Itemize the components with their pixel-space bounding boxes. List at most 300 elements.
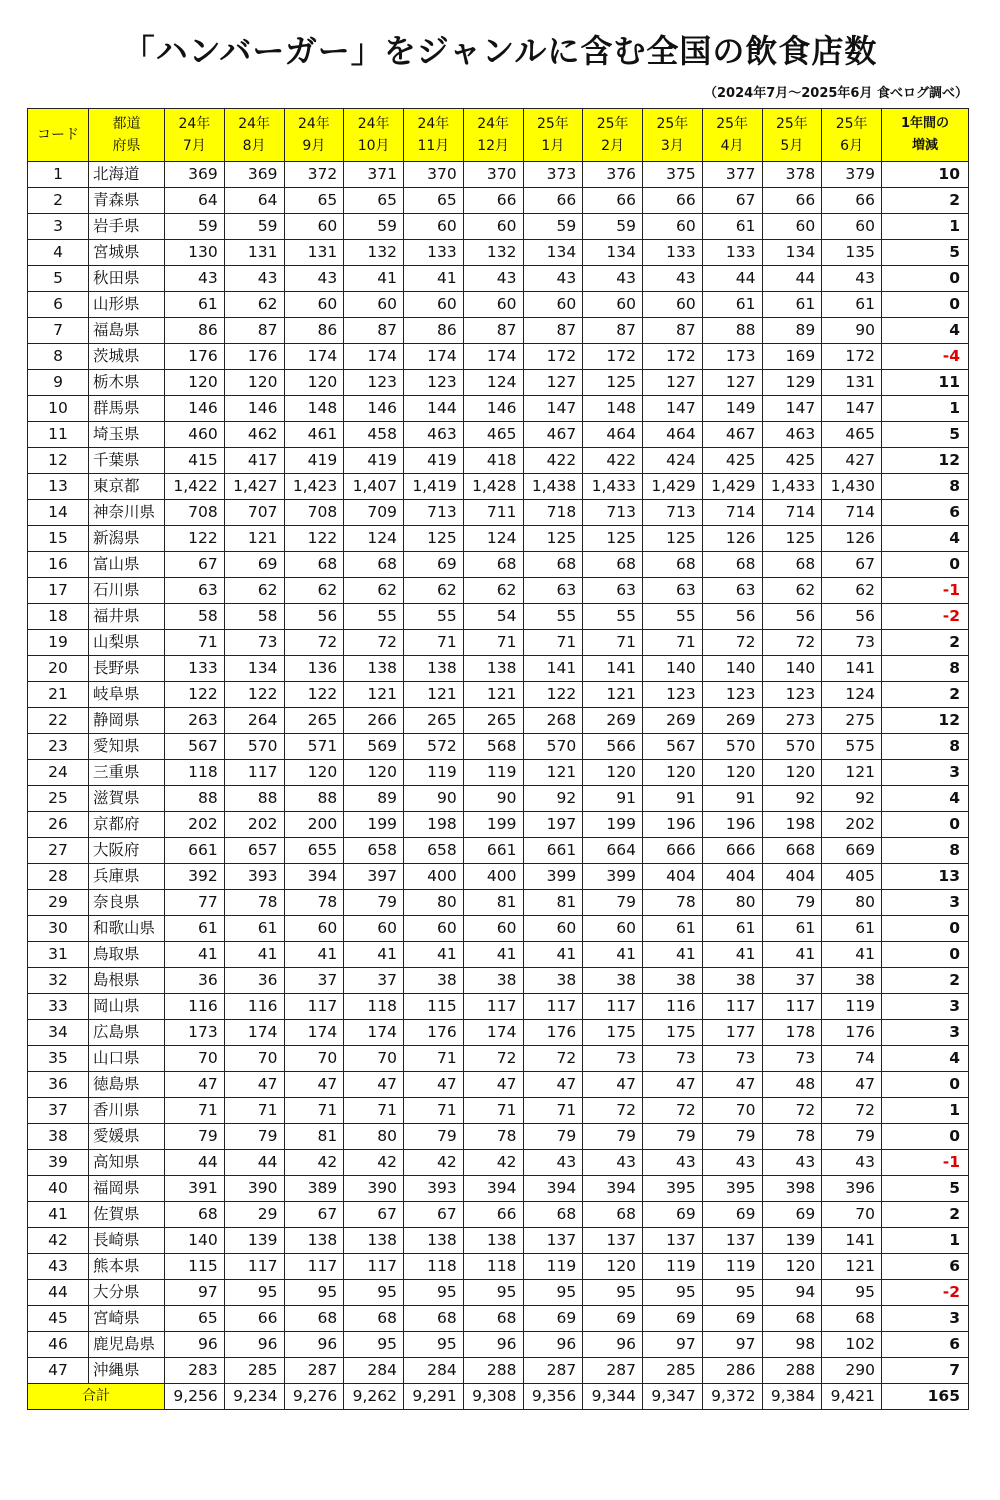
month-count: 56 bbox=[702, 604, 762, 630]
month-count: 121 bbox=[583, 682, 643, 708]
prefecture-code: 28 bbox=[28, 864, 89, 890]
annual-change: -4 bbox=[882, 344, 969, 370]
table-row bbox=[28, 578, 969, 604]
month-count: 96 bbox=[284, 1332, 344, 1358]
prefecture-name: 和歌山県 bbox=[89, 916, 165, 942]
month-count: 174 bbox=[404, 344, 464, 370]
table-row bbox=[28, 708, 969, 734]
month-count: 137 bbox=[643, 1228, 703, 1254]
month-count: 419 bbox=[284, 448, 344, 474]
month-count: 94 bbox=[762, 1280, 822, 1306]
annual-change: 0 bbox=[882, 916, 969, 942]
prefecture-name: 富山県 bbox=[89, 552, 165, 578]
month-count: 69 bbox=[762, 1202, 822, 1228]
month-count: 465 bbox=[463, 422, 523, 448]
month-count: 68 bbox=[344, 1306, 404, 1332]
annual-change: 4 bbox=[882, 1046, 969, 1072]
total-month-count: 9,308 bbox=[463, 1384, 523, 1410]
month-count: 95 bbox=[523, 1280, 583, 1306]
month-count: 60 bbox=[404, 292, 464, 318]
month-count: 72 bbox=[822, 1098, 882, 1124]
month-count: 570 bbox=[702, 734, 762, 760]
total-month-count: 9,344 bbox=[583, 1384, 643, 1410]
month-count: 668 bbox=[762, 838, 822, 864]
month-count: 1,429 bbox=[702, 474, 762, 500]
month-count: 172 bbox=[822, 344, 882, 370]
month-count: 95 bbox=[404, 1280, 464, 1306]
month-count: 69 bbox=[224, 552, 284, 578]
annual-change: 5 bbox=[882, 422, 969, 448]
annual-change: -1 bbox=[882, 1150, 969, 1176]
month-count: 68 bbox=[523, 552, 583, 578]
month-count: 69 bbox=[643, 1306, 703, 1332]
month-count: 137 bbox=[523, 1228, 583, 1254]
month-count: 96 bbox=[583, 1332, 643, 1358]
annual-change: 0 bbox=[882, 1072, 969, 1098]
month-count: 172 bbox=[523, 344, 583, 370]
month-count: 1,429 bbox=[643, 474, 703, 500]
header-month bbox=[643, 109, 703, 162]
total-month-count: 9,291 bbox=[404, 1384, 464, 1410]
month-count: 41 bbox=[165, 942, 225, 968]
month-count: 393 bbox=[224, 864, 284, 890]
month-count: 95 bbox=[224, 1280, 284, 1306]
month-count: 66 bbox=[463, 188, 523, 214]
month-count: 79 bbox=[404, 1124, 464, 1150]
month-count: 123 bbox=[404, 370, 464, 396]
prefecture-code: 32 bbox=[28, 968, 89, 994]
month-count: 68 bbox=[463, 552, 523, 578]
month-count: 176 bbox=[165, 344, 225, 370]
month-count: 58 bbox=[165, 604, 225, 630]
month-count: 70 bbox=[344, 1046, 404, 1072]
month-count: 48 bbox=[762, 1072, 822, 1098]
month-count: 120 bbox=[284, 760, 344, 786]
prefecture-code: 37 bbox=[28, 1098, 89, 1124]
month-count: 126 bbox=[822, 526, 882, 552]
month-count: 38 bbox=[583, 968, 643, 994]
month-count: 117 bbox=[224, 760, 284, 786]
annual-change: 6 bbox=[882, 500, 969, 526]
month-count: 63 bbox=[165, 578, 225, 604]
header-month bbox=[165, 109, 225, 162]
month-count: 284 bbox=[404, 1358, 464, 1384]
month-count: 47 bbox=[284, 1072, 344, 1098]
month-count: 370 bbox=[463, 162, 523, 188]
month-count: 119 bbox=[523, 1254, 583, 1280]
month-count: 61 bbox=[643, 916, 703, 942]
month-count: 60 bbox=[284, 916, 344, 942]
month-count: 467 bbox=[523, 422, 583, 448]
annual-change: 1 bbox=[882, 214, 969, 240]
month-count: 73 bbox=[643, 1046, 703, 1072]
month-count: 172 bbox=[643, 344, 703, 370]
month-count: 79 bbox=[702, 1124, 762, 1150]
table-header-row bbox=[28, 109, 969, 162]
prefecture-name: 鳥取県 bbox=[89, 942, 165, 968]
table-row bbox=[28, 994, 969, 1020]
month-count: 71 bbox=[643, 630, 703, 656]
month-count: 78 bbox=[643, 890, 703, 916]
month-count: 707 bbox=[224, 500, 284, 526]
month-count: 41 bbox=[463, 942, 523, 968]
month-count: 273 bbox=[762, 708, 822, 734]
month-count: 42 bbox=[284, 1150, 344, 1176]
month-count: 117 bbox=[583, 994, 643, 1020]
month-count: 74 bbox=[822, 1046, 882, 1072]
month-count: 198 bbox=[762, 812, 822, 838]
month-count: 43 bbox=[165, 266, 225, 292]
annual-change: 8 bbox=[882, 656, 969, 682]
month-count: 286 bbox=[702, 1358, 762, 1384]
table-row bbox=[28, 890, 969, 916]
month-count: 174 bbox=[463, 344, 523, 370]
prefecture-code: 43 bbox=[28, 1254, 89, 1280]
month-count: 116 bbox=[224, 994, 284, 1020]
prefecture-code: 27 bbox=[28, 838, 89, 864]
month-count: 41 bbox=[344, 266, 404, 292]
month-count: 127 bbox=[702, 370, 762, 396]
month-count: 405 bbox=[822, 864, 882, 890]
month-count: 61 bbox=[165, 292, 225, 318]
month-count: 134 bbox=[762, 240, 822, 266]
header-month-line1: 24年 bbox=[477, 116, 510, 132]
month-count: 41 bbox=[224, 942, 284, 968]
month-count: 92 bbox=[822, 786, 882, 812]
month-count: 69 bbox=[583, 1306, 643, 1332]
month-count: 47 bbox=[344, 1072, 404, 1098]
month-count: 462 bbox=[224, 422, 284, 448]
month-count: 572 bbox=[404, 734, 464, 760]
month-count: 122 bbox=[284, 682, 344, 708]
month-count: 125 bbox=[583, 370, 643, 396]
month-count: 60 bbox=[344, 292, 404, 318]
month-count: 43 bbox=[822, 1150, 882, 1176]
month-count: 42 bbox=[404, 1150, 464, 1176]
annual-change: 2 bbox=[882, 188, 969, 214]
month-count: 66 bbox=[583, 188, 643, 214]
month-count: 569 bbox=[344, 734, 404, 760]
month-count: 120 bbox=[284, 370, 344, 396]
total-month-count: 9,347 bbox=[643, 1384, 703, 1410]
month-count: 711 bbox=[463, 500, 523, 526]
month-count: 268 bbox=[523, 708, 583, 734]
month-count: 400 bbox=[404, 864, 464, 890]
month-count: 658 bbox=[344, 838, 404, 864]
month-count: 71 bbox=[344, 1098, 404, 1124]
month-count: 131 bbox=[822, 370, 882, 396]
month-count: 36 bbox=[224, 968, 284, 994]
month-count: 135 bbox=[822, 240, 882, 266]
header-prefecture bbox=[89, 109, 165, 162]
month-count: 55 bbox=[523, 604, 583, 630]
month-count: 65 bbox=[165, 1306, 225, 1332]
month-count: 60 bbox=[284, 292, 344, 318]
month-count: 125 bbox=[523, 526, 583, 552]
month-count: 125 bbox=[643, 526, 703, 552]
header-annual-change-line1: 1年間の bbox=[900, 116, 950, 131]
month-count: 60 bbox=[344, 916, 404, 942]
prefecture-code: 22 bbox=[28, 708, 89, 734]
month-count: 41 bbox=[762, 942, 822, 968]
table-row bbox=[28, 292, 969, 318]
month-count: 79 bbox=[643, 1124, 703, 1150]
month-count: 1,430 bbox=[822, 474, 882, 500]
month-count: 60 bbox=[583, 916, 643, 942]
month-count: 177 bbox=[702, 1020, 762, 1046]
month-count: 141 bbox=[822, 656, 882, 682]
month-count: 64 bbox=[224, 188, 284, 214]
month-count: 38 bbox=[643, 968, 703, 994]
month-count: 68 bbox=[284, 1306, 344, 1332]
annual-change: 3 bbox=[882, 890, 969, 916]
month-count: 570 bbox=[224, 734, 284, 760]
prefecture-name: 神奈川県 bbox=[89, 500, 165, 526]
month-count: 127 bbox=[523, 370, 583, 396]
total-row bbox=[28, 1384, 969, 1410]
month-count: 71 bbox=[463, 1098, 523, 1124]
month-count: 41 bbox=[284, 942, 344, 968]
month-count: 43 bbox=[523, 266, 583, 292]
month-count: 67 bbox=[284, 1202, 344, 1228]
month-count: 41 bbox=[404, 266, 464, 292]
month-count: 37 bbox=[284, 968, 344, 994]
month-count: 422 bbox=[523, 448, 583, 474]
month-count: 417 bbox=[224, 448, 284, 474]
month-count: 119 bbox=[463, 760, 523, 786]
month-count: 65 bbox=[404, 188, 464, 214]
month-count: 66 bbox=[224, 1306, 284, 1332]
annual-change: 8 bbox=[882, 838, 969, 864]
month-count: 120 bbox=[762, 1254, 822, 1280]
month-count: 264 bbox=[224, 708, 284, 734]
header-month bbox=[224, 109, 284, 162]
month-count: 575 bbox=[822, 734, 882, 760]
month-count: 202 bbox=[224, 812, 284, 838]
month-count: 71 bbox=[165, 630, 225, 656]
month-count: 72 bbox=[284, 630, 344, 656]
month-count: 422 bbox=[583, 448, 643, 474]
table-row bbox=[28, 1098, 969, 1124]
prefecture-name: 香川県 bbox=[89, 1098, 165, 1124]
prefecture-code: 42 bbox=[28, 1228, 89, 1254]
month-count: 61 bbox=[224, 916, 284, 942]
table-row bbox=[28, 1254, 969, 1280]
annual-change: 2 bbox=[882, 968, 969, 994]
month-count: 79 bbox=[344, 890, 404, 916]
table-row bbox=[28, 942, 969, 968]
month-count: 42 bbox=[463, 1150, 523, 1176]
table-row bbox=[28, 734, 969, 760]
prefecture-code: 6 bbox=[28, 292, 89, 318]
month-count: 71 bbox=[523, 630, 583, 656]
month-count: 400 bbox=[463, 864, 523, 890]
table-row bbox=[28, 318, 969, 344]
header-month-line2: 11月 bbox=[417, 138, 450, 154]
month-count: 96 bbox=[224, 1332, 284, 1358]
month-count: 68 bbox=[165, 1202, 225, 1228]
month-count: 91 bbox=[583, 786, 643, 812]
annual-change: 0 bbox=[882, 812, 969, 838]
annual-change: 13 bbox=[882, 864, 969, 890]
annual-change: 4 bbox=[882, 786, 969, 812]
month-count: 133 bbox=[404, 240, 464, 266]
prefecture-code: 47 bbox=[28, 1358, 89, 1384]
month-count: 43 bbox=[702, 1150, 762, 1176]
table-row bbox=[28, 266, 969, 292]
month-count: 79 bbox=[583, 1124, 643, 1150]
table-row bbox=[28, 370, 969, 396]
month-count: 121 bbox=[523, 760, 583, 786]
month-count: 55 bbox=[583, 604, 643, 630]
prefecture-code: 41 bbox=[28, 1202, 89, 1228]
month-count: 69 bbox=[702, 1202, 762, 1228]
month-count: 58 bbox=[224, 604, 284, 630]
table-row bbox=[28, 162, 969, 188]
month-count: 425 bbox=[702, 448, 762, 474]
month-count: 1,433 bbox=[762, 474, 822, 500]
month-count: 290 bbox=[822, 1358, 882, 1384]
annual-change: 0 bbox=[882, 942, 969, 968]
month-count: 73 bbox=[702, 1046, 762, 1072]
month-count: 70 bbox=[702, 1098, 762, 1124]
month-count: 117 bbox=[224, 1254, 284, 1280]
month-count: 394 bbox=[523, 1176, 583, 1202]
month-count: 197 bbox=[523, 812, 583, 838]
month-count: 172 bbox=[583, 344, 643, 370]
month-count: 394 bbox=[284, 864, 344, 890]
month-count: 43 bbox=[463, 266, 523, 292]
month-count: 120 bbox=[583, 760, 643, 786]
month-count: 397 bbox=[344, 864, 404, 890]
prefecture-name: 山口県 bbox=[89, 1046, 165, 1072]
month-count: 174 bbox=[344, 1020, 404, 1046]
month-count: 68 bbox=[583, 552, 643, 578]
month-count: 38 bbox=[702, 968, 762, 994]
prefecture-code: 39 bbox=[28, 1150, 89, 1176]
prefecture-name: 千葉県 bbox=[89, 448, 165, 474]
header-month-line1: 24年 bbox=[297, 116, 330, 132]
month-count: 137 bbox=[702, 1228, 762, 1254]
month-count: 79 bbox=[523, 1124, 583, 1150]
header-month-line1: 25年 bbox=[775, 116, 808, 132]
month-count: 140 bbox=[702, 656, 762, 682]
header-prefecture-line2: 府県 bbox=[112, 138, 141, 154]
month-count: 373 bbox=[523, 162, 583, 188]
restaurant-count-table bbox=[27, 108, 969, 1410]
month-count: 119 bbox=[702, 1254, 762, 1280]
month-count: 95 bbox=[404, 1332, 464, 1358]
table-row bbox=[28, 760, 969, 786]
month-count: 70 bbox=[224, 1046, 284, 1072]
prefecture-name: 京都府 bbox=[89, 812, 165, 838]
month-count: 72 bbox=[762, 630, 822, 656]
month-count: 44 bbox=[224, 1150, 284, 1176]
month-count: 47 bbox=[702, 1072, 762, 1098]
prefecture-code: 26 bbox=[28, 812, 89, 838]
month-count: 67 bbox=[344, 1202, 404, 1228]
month-count: 89 bbox=[762, 318, 822, 344]
month-count: 398 bbox=[762, 1176, 822, 1202]
month-count: 714 bbox=[702, 500, 762, 526]
table-row bbox=[28, 188, 969, 214]
month-count: 41 bbox=[344, 942, 404, 968]
annual-change: 4 bbox=[882, 526, 969, 552]
annual-change: 4 bbox=[882, 318, 969, 344]
month-count: 38 bbox=[463, 968, 523, 994]
month-count: 118 bbox=[404, 1254, 464, 1280]
month-count: 149 bbox=[702, 396, 762, 422]
month-count: 467 bbox=[702, 422, 762, 448]
annual-change: 10 bbox=[882, 162, 969, 188]
prefecture-code: 46 bbox=[28, 1332, 89, 1358]
prefecture-code: 17 bbox=[28, 578, 89, 604]
prefecture-code: 30 bbox=[28, 916, 89, 942]
annual-change: 5 bbox=[882, 1176, 969, 1202]
month-count: 43 bbox=[643, 1150, 703, 1176]
month-count: 68 bbox=[702, 552, 762, 578]
month-count: 371 bbox=[344, 162, 404, 188]
month-count: 141 bbox=[523, 656, 583, 682]
prefecture-name: 長崎県 bbox=[89, 1228, 165, 1254]
month-count: 71 bbox=[165, 1098, 225, 1124]
header-month-line2: 8月 bbox=[242, 138, 266, 154]
month-count: 1,423 bbox=[284, 474, 344, 500]
month-count: 123 bbox=[344, 370, 404, 396]
month-count: 71 bbox=[523, 1098, 583, 1124]
month-count: 117 bbox=[463, 994, 523, 1020]
header-month bbox=[463, 109, 523, 162]
month-count: 378 bbox=[762, 162, 822, 188]
month-count: 138 bbox=[344, 1228, 404, 1254]
prefecture-code: 1 bbox=[28, 162, 89, 188]
month-count: 122 bbox=[165, 526, 225, 552]
month-count: 140 bbox=[643, 656, 703, 682]
month-count: 399 bbox=[523, 864, 583, 890]
annual-change: 12 bbox=[882, 448, 969, 474]
prefecture-code: 25 bbox=[28, 786, 89, 812]
annual-change: 7 bbox=[882, 1358, 969, 1384]
month-count: 87 bbox=[463, 318, 523, 344]
month-count: 67 bbox=[165, 552, 225, 578]
month-count: 62 bbox=[822, 578, 882, 604]
month-count: 80 bbox=[822, 890, 882, 916]
month-count: 148 bbox=[284, 396, 344, 422]
month-count: 97 bbox=[643, 1332, 703, 1358]
month-count: 392 bbox=[165, 864, 225, 890]
month-count: 174 bbox=[463, 1020, 523, 1046]
month-count: 202 bbox=[822, 812, 882, 838]
header-month bbox=[583, 109, 643, 162]
month-count: 199 bbox=[583, 812, 643, 838]
month-count: 86 bbox=[165, 318, 225, 344]
table-row bbox=[28, 474, 969, 500]
month-count: 68 bbox=[284, 552, 344, 578]
annual-change: 1 bbox=[882, 1228, 969, 1254]
month-count: 141 bbox=[822, 1228, 882, 1254]
month-count: 287 bbox=[284, 1358, 344, 1384]
month-count: 661 bbox=[523, 838, 583, 864]
month-count: 138 bbox=[344, 656, 404, 682]
header-month-line1: 24年 bbox=[178, 116, 211, 132]
header-month-line2: 10月 bbox=[357, 138, 390, 154]
prefecture-code: 24 bbox=[28, 760, 89, 786]
table-row bbox=[28, 838, 969, 864]
prefecture-code: 16 bbox=[28, 552, 89, 578]
source-note: （2024年7月～2025年6月 食べログ調べ） bbox=[704, 86, 968, 101]
month-count: 117 bbox=[762, 994, 822, 1020]
month-count: 87 bbox=[224, 318, 284, 344]
